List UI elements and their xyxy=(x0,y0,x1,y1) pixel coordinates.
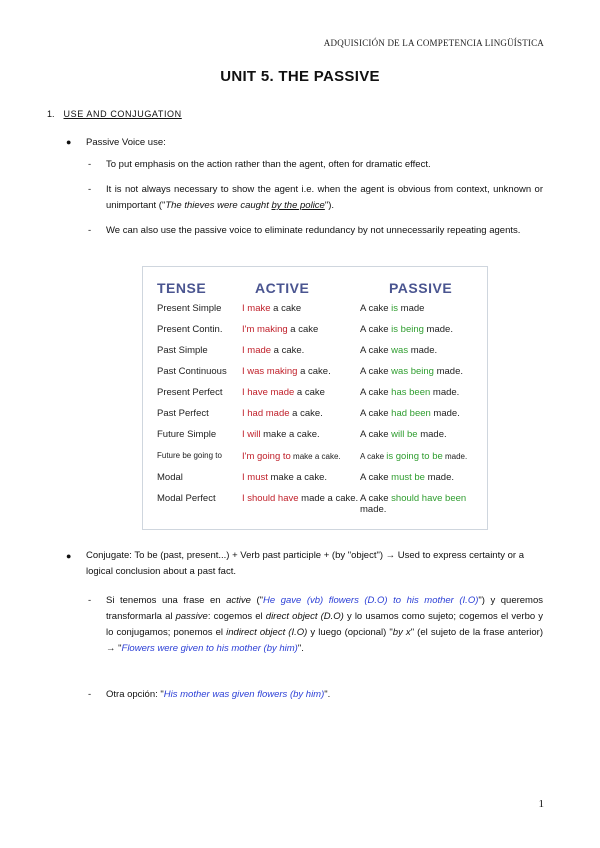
page-title: UNIT 5. THE PASSIVE xyxy=(220,68,380,85)
dash-marker: - xyxy=(88,159,92,170)
table-row: Present Simple I make a cake A cake is made xyxy=(157,303,425,314)
section-heading xyxy=(47,109,182,119)
dash-text: We can also use the passive voice to eliminate redundancy by not unnecessarily repeating agents. xyxy=(106,225,521,236)
dash-text: Otra opción: "His mother was given flowers (by him)". xyxy=(106,689,331,700)
table-row: Future Simple I will make a cake. A cake will be made. xyxy=(157,429,447,440)
table-row: Past Perfect I had made a cake. A cake had been made. xyxy=(157,408,460,419)
table-row: Present Perfect I have made a cake A cake has been made. xyxy=(157,387,460,398)
table-row: Modal Perfect I should have made a cake. A cake should have been made. xyxy=(157,493,467,515)
table-row: Present Contin. I'm making a cake A cake is being made. xyxy=(157,324,453,335)
table-row: Modal I must make a cake. A cake must be made. xyxy=(157,472,455,483)
bullet-dot-icon: ● xyxy=(66,137,72,147)
dash-marker: - xyxy=(88,595,92,606)
dash-marker: - xyxy=(88,225,92,236)
dash-marker: - xyxy=(88,689,92,700)
dash-marker: - xyxy=(88,184,92,195)
tense-table xyxy=(142,266,488,530)
section-number: 1. xyxy=(47,109,55,119)
table-header-active: ACTIVE xyxy=(255,280,310,296)
running-header: ADQUISICIÓN DE LA COMPETENCIA LINGÜÍSTICA xyxy=(323,38,544,48)
table-row: Future be going to I'm going to make a cake. A cake is going to be made. xyxy=(157,451,468,462)
section-label: USE AND CONJUGATION xyxy=(63,109,182,119)
table-header-tense: TENSE xyxy=(157,280,207,296)
bullet-text: Conjugate: To be (past, present...) + Verb past participle + (by "object") → Used to express certainty or a logical conclusion about a past fact. xyxy=(86,550,524,577)
dash-text: Si tenemos una frase en active ("He gave (vb) flowers (D.O) to his mother (I.O)") y queremos transformarla al passive: cogemos el direct object (D.O) y lo usamos como sujeto; cogemos el verbo y lo conjugamos; ponemos el indirect object (I.O) y luego (opcional) "by x" (el sujeto de la frase anterior) → "Flowers were given to his mother (by him)". xyxy=(106,595,544,654)
dash-text: To put emphasis on the action rather than the agent, often for dramatic effect. xyxy=(106,159,431,170)
table-row: Past Continuous I was making a cake. A cake was being made. xyxy=(157,366,463,377)
dash-text: It is not always necessary to show the agent i.e. when the agent is obvious from context, unknown or unimportant ("The thieves were caught by the police"). xyxy=(106,184,543,211)
bullet-text: Passive Voice use: xyxy=(86,137,166,148)
table-header-passive: PASSIVE xyxy=(389,280,453,296)
page-number: 1 xyxy=(538,798,544,810)
bullet-dot-icon: ● xyxy=(66,551,72,561)
table-row: Past Simple I made a cake. A cake was made. xyxy=(157,345,438,356)
